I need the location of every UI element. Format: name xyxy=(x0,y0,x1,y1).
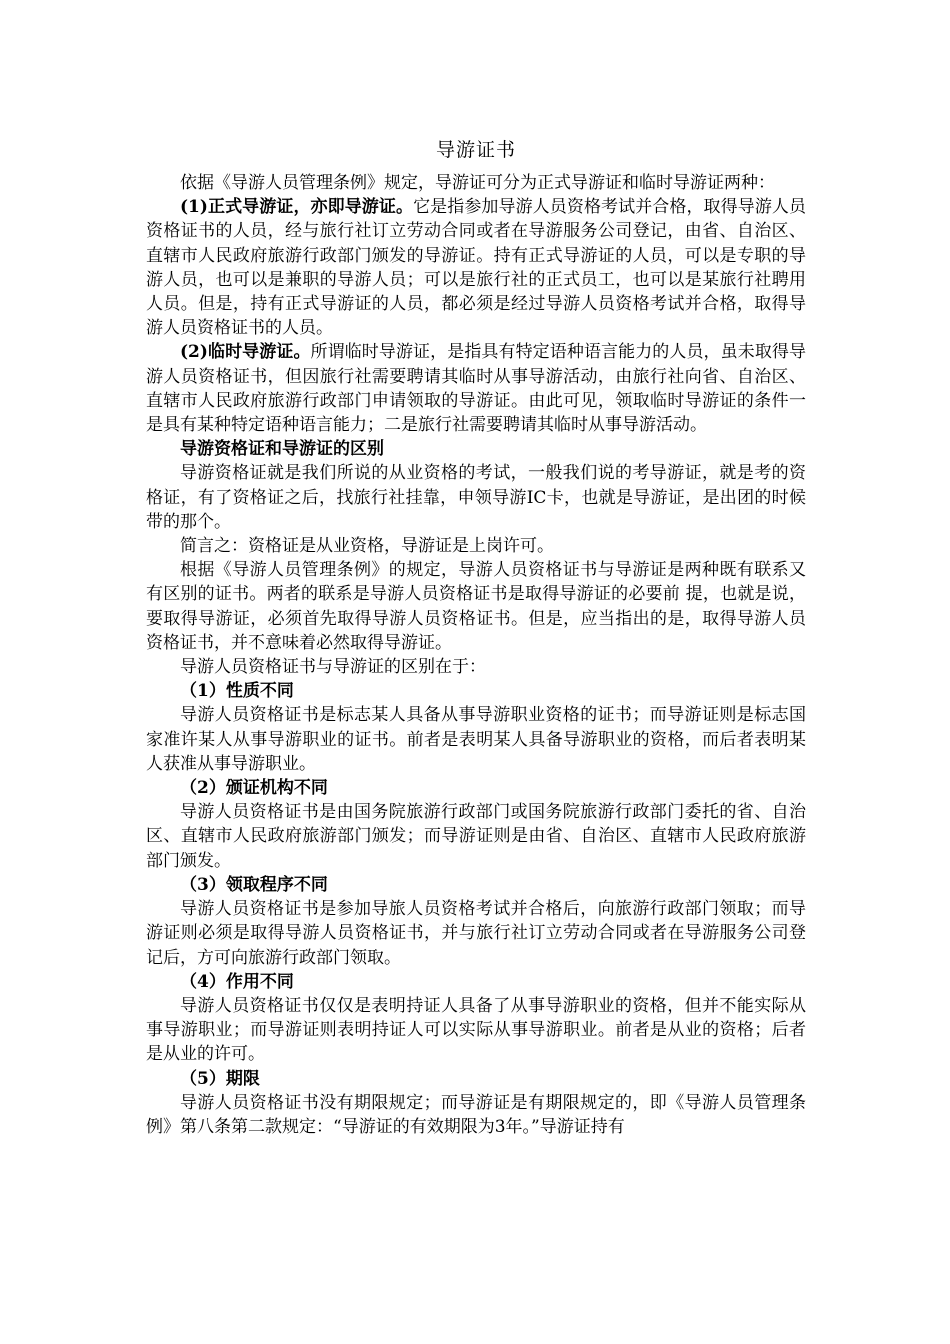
document-page xyxy=(146,133,806,1139)
difference-heading-function: （4）作用不同 xyxy=(180,971,294,992)
difference-heading-validity: （5）期限 xyxy=(180,1068,260,1089)
difference-text-function: 导游人员资格证书仅仅是表明持证人具备了从事导游职业的资格，但并不能实际从事导游职业；而导游证则表明持证人可以实际从事导游职业。前者是从业的资格；后者是从业的许可。 xyxy=(146,995,806,1065)
section-heading: 导游资格证和导游证的区别 xyxy=(180,439,384,460)
formal-guide-card-paragraph xyxy=(146,195,806,340)
exam-paragraph: 导游资格证就是我们所说的从业资格的考试，一般我们说的考导游证，就是考的资格证，有了资格证之后，找旅行社挂靠，申领导游IC卡，也就是导游证，是出团的时候带的那个。 xyxy=(146,463,806,532)
temporary-guide-card-text: 所谓临时导游证，是指具有特定语种语言能力的人员，虽未取得导游人员资格证书，但因旅行社需要聘请其临时从事导游活动，由旅行社向省、自治区、直辖市人民政府旅游行政部门申请领取的导游证。由此可见，领取临时导游证的条件一是具有某种特定语种语言能力；二是旅行社需要聘请其临时从事导游活动。 xyxy=(146,342,806,436)
relation-paragraph: 根据《导游人员管理条例》的规定，导游人员资格证书与导游证是两种既有联系又有区别的证书。两者的联系是导游人员资格证书是取得导游证的必要前 提，也就是说，要取得导游证，必须首先取得导游人员资格证书。但是，应当指出的是，取得导游人员资格证书，并不意味着必然取得导游证。 xyxy=(146,560,806,653)
difference-text-validity: 导游人员资格证书没有期限规定；而导游证是有期限规定的，即《导游人员管理条例》第八条第二款规定：“导游证的有效期限为3年。”导游证持有 xyxy=(146,1092,806,1137)
formal-guide-card-lead: (1)正式导游证，亦即导游证。 xyxy=(180,197,414,218)
formal-guide-card-text: 它是指参加导游人员资格考试并合格，取得导游人员资格证书的人员，经与旅行社订立劳动合同或者在导游服务公司登记，由省、自治区、直辖市人民政府旅游行政部门颁发的导游证。持有正式导游证的人员，可以是专职的导游人员，也可以是兼职的导游人员；可以是旅行社的正式员工，也可以是某旅行社聘用人员。但是，持有正式导游证的人员，都必须是经过导游人员资格考试并合格，取得导游人员资格证书的人员。 xyxy=(146,197,806,339)
summary-paragraph: 简言之：资格证是从业资格，导游证是上岗许可。 xyxy=(180,536,554,557)
temporary-guide-card-paragraph xyxy=(146,340,806,437)
difference-text-issuer: 导游人员资格证书是由国务院旅游行政部门或国务院旅游行政部门委托的省、自治区、直辖市人民政府旅游部门颁发；而导游证则是由省、自治区、直辖市人民政府旅游部门颁发。 xyxy=(146,802,806,871)
difference-intro-paragraph: 导游人员资格证书与导游证的区别在于： xyxy=(180,657,486,678)
difference-heading-issuer: （2）颁证机构不同 xyxy=(180,778,328,799)
document-title: 导游证书 xyxy=(435,139,516,161)
temporary-guide-card-lead: (2)临时导游证。 xyxy=(180,342,311,363)
difference-heading-procedure: （3）领取程序不同 xyxy=(180,874,328,895)
difference-text-procedure: 导游人员资格证书是参加导旅人员资格考试并合格后，向旅游行政部门领取；而导游证则必须是取得导游人员资格证书，并与旅行社订立劳动合同或者在导游服务公司登记后，方可向旅游行政部门领取。 xyxy=(146,899,806,968)
difference-heading-nature: （1）性质不同 xyxy=(180,681,294,702)
difference-text-nature: 导游人员资格证书是标志某人具备从事导游职业资格的证书；而导游证则是标志国家准许某人从事导游职业的证书。前者是表明某人具备导游职业的资格，而后者表明某人获准从事导游职业。 xyxy=(146,705,806,774)
intro-paragraph: 依据《导游人员管理条例》规定，导游证可分为正式导游证和临时导游证两种： xyxy=(180,173,775,193)
